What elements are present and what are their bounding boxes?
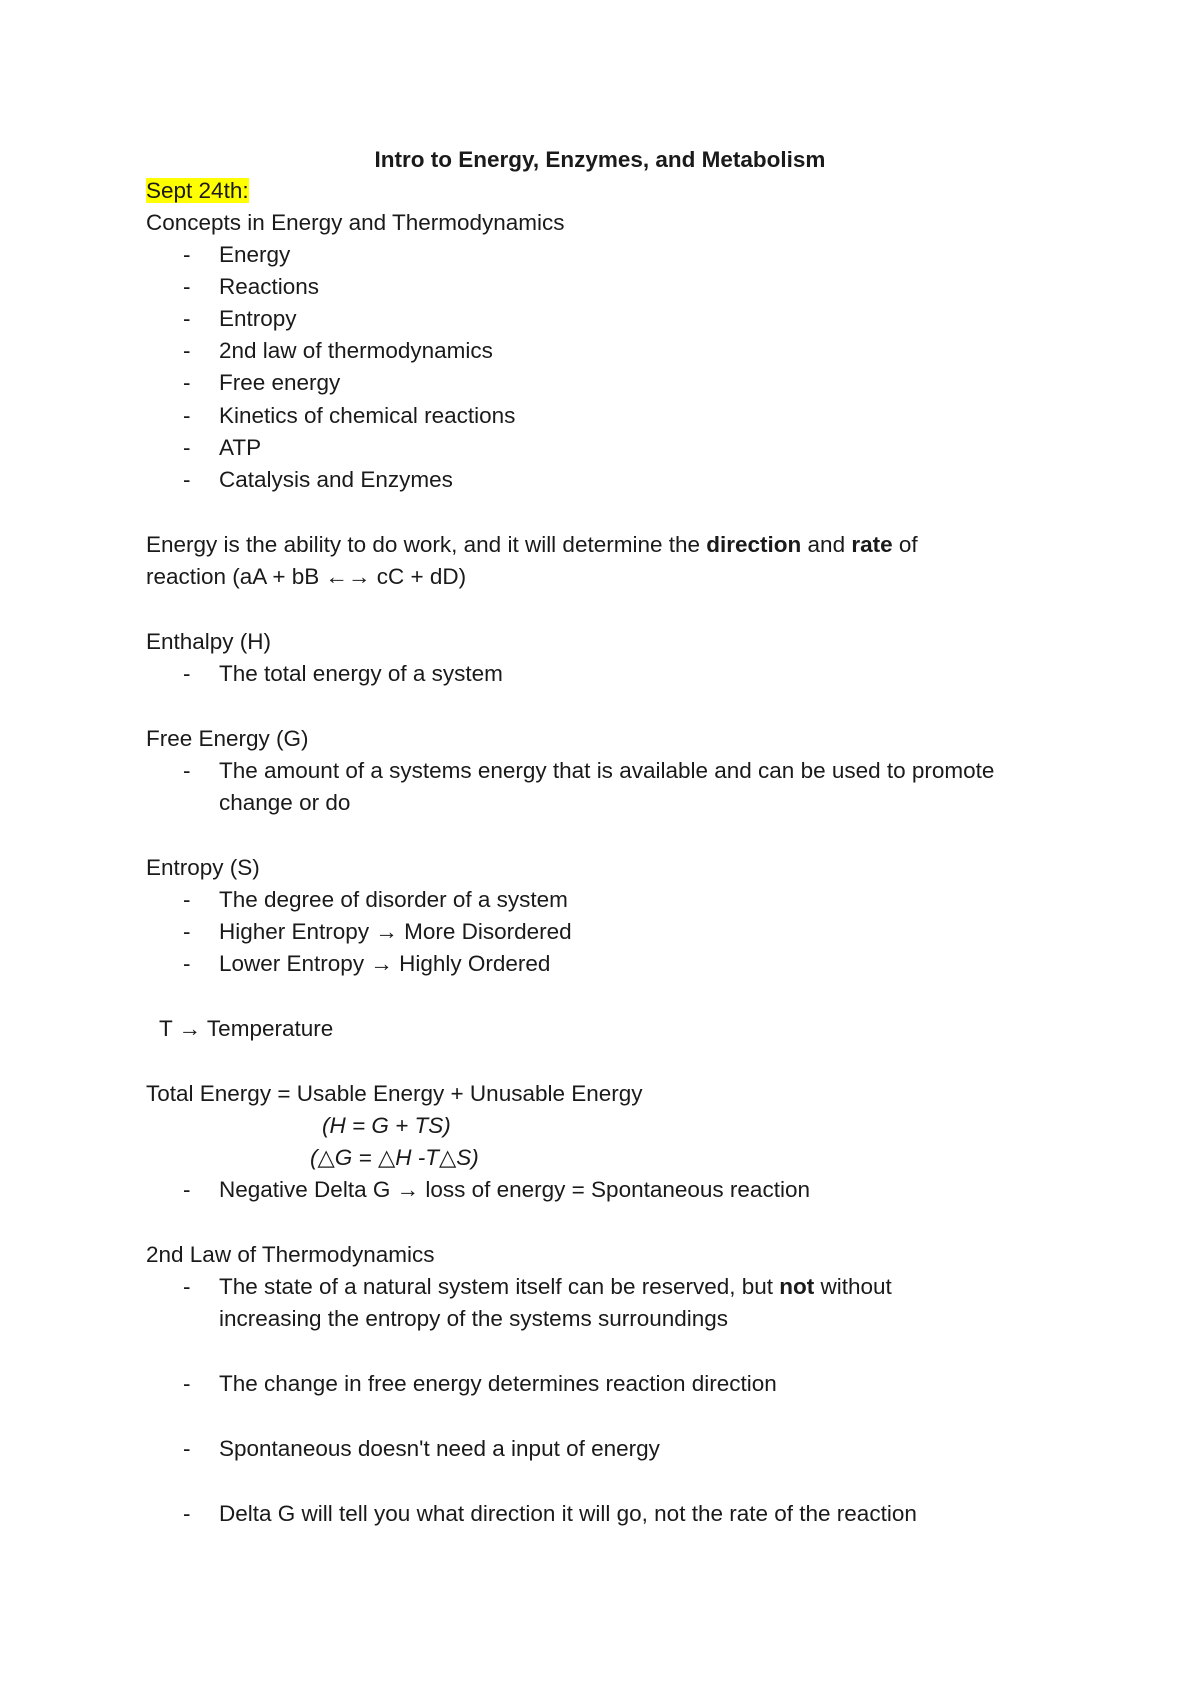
text-run: without — [814, 1274, 892, 1299]
bullet-dash: - — [183, 1371, 191, 1396]
list-item-text: Higher Entropy → More Disordered — [219, 919, 572, 944]
text-run: of — [892, 532, 918, 557]
bullet-dash: - — [183, 370, 191, 395]
list-item-text: Reactions — [219, 274, 320, 299]
date-label — [146, 175, 249, 207]
bullet-dash: - — [183, 435, 191, 460]
text-run: The state of a natural system itself can be reserved, but — [219, 1274, 780, 1299]
formula-enthalpy: (H = G + TS) — [322, 1113, 451, 1138]
list-item-text: Energy — [219, 242, 291, 267]
list-item-text: ATP — [219, 435, 262, 460]
bullet-dash: - — [183, 306, 191, 331]
entropy-heading: Entropy (S) — [146, 855, 260, 880]
enthalpy-heading: Enthalpy (H) — [146, 629, 272, 654]
page-title: Intro to Energy, Enzymes, and Metabolism — [374, 147, 826, 172]
list-item-text: Entropy — [219, 306, 297, 331]
list-item-text: Delta G will tell you what direction it will go, not the rate of the reaction — [219, 1501, 917, 1526]
bold-term: rate — [851, 532, 893, 557]
list-item-text: The total energy of a system — [219, 661, 503, 686]
list-item-text: Free energy — [219, 370, 341, 395]
bullet-dash: - — [183, 1436, 191, 1461]
bullet-dash: - — [183, 1501, 191, 1526]
free-energy-heading: Free Energy (G) — [146, 726, 309, 751]
list-item-text: Negative Delta G → loss of energy = Spontaneous reaction — [219, 1177, 810, 1202]
list-item-text: The amount of a systems energy that is available and can be used to promote — [219, 758, 995, 783]
bold-term: direction — [706, 532, 802, 557]
bullet-dash: - — [183, 1177, 191, 1202]
list-item-text: The change in free energy determines reaction direction — [219, 1371, 777, 1396]
date-highlight: Sept 24th: — [146, 178, 249, 203]
bullet-dash: - — [183, 951, 191, 976]
list-item-text — [219, 1271, 892, 1303]
bullet-dash: - — [183, 338, 191, 363]
bullet-dash: - — [183, 274, 191, 299]
reaction-equation: reaction (aA + bB ←→ cC + dD) — [146, 564, 467, 589]
list-item-text: Kinetics of chemical reactions — [219, 403, 516, 428]
list-item-text: Spontaneous doesn't need a input of energy — [219, 1436, 660, 1461]
list-item-text: increasing the entropy of the systems surroundings — [219, 1306, 729, 1331]
list-item-text: Catalysis and Enzymes — [219, 467, 453, 492]
bullet-dash: - — [183, 661, 191, 686]
bullet-dash: - — [183, 919, 191, 944]
concepts-heading: Concepts in Energy and Thermodynamics — [146, 210, 565, 235]
bullet-dash: - — [183, 242, 191, 267]
total-energy-equation: Total Energy = Usable Energy + Unusable Energy — [146, 1081, 643, 1106]
temperature-note: T → Temperature — [159, 1016, 334, 1041]
text-run: Energy is the ability to do work, and it will determine the — [146, 532, 707, 557]
list-item-text: change or do — [219, 790, 351, 815]
list-item-text: 2nd law of thermodynamics — [219, 338, 493, 363]
list-item-text: The degree of disorder of a system — [219, 887, 568, 912]
energy-definition — [146, 529, 918, 561]
formula-gibbs: (△G = △H -T△S) — [310, 1145, 479, 1170]
second-law-heading: 2nd Law of Thermodynamics — [146, 1242, 435, 1267]
bullet-dash: - — [183, 887, 191, 912]
bullet-dash: - — [183, 467, 191, 492]
text-run: and — [801, 532, 852, 557]
list-item-text: Lower Entropy → Highly Ordered — [219, 951, 551, 976]
bullet-dash: - — [183, 403, 191, 428]
bullet-dash: - — [183, 1274, 191, 1299]
bold-term: not — [779, 1274, 815, 1299]
bullet-dash: - — [183, 758, 191, 783]
